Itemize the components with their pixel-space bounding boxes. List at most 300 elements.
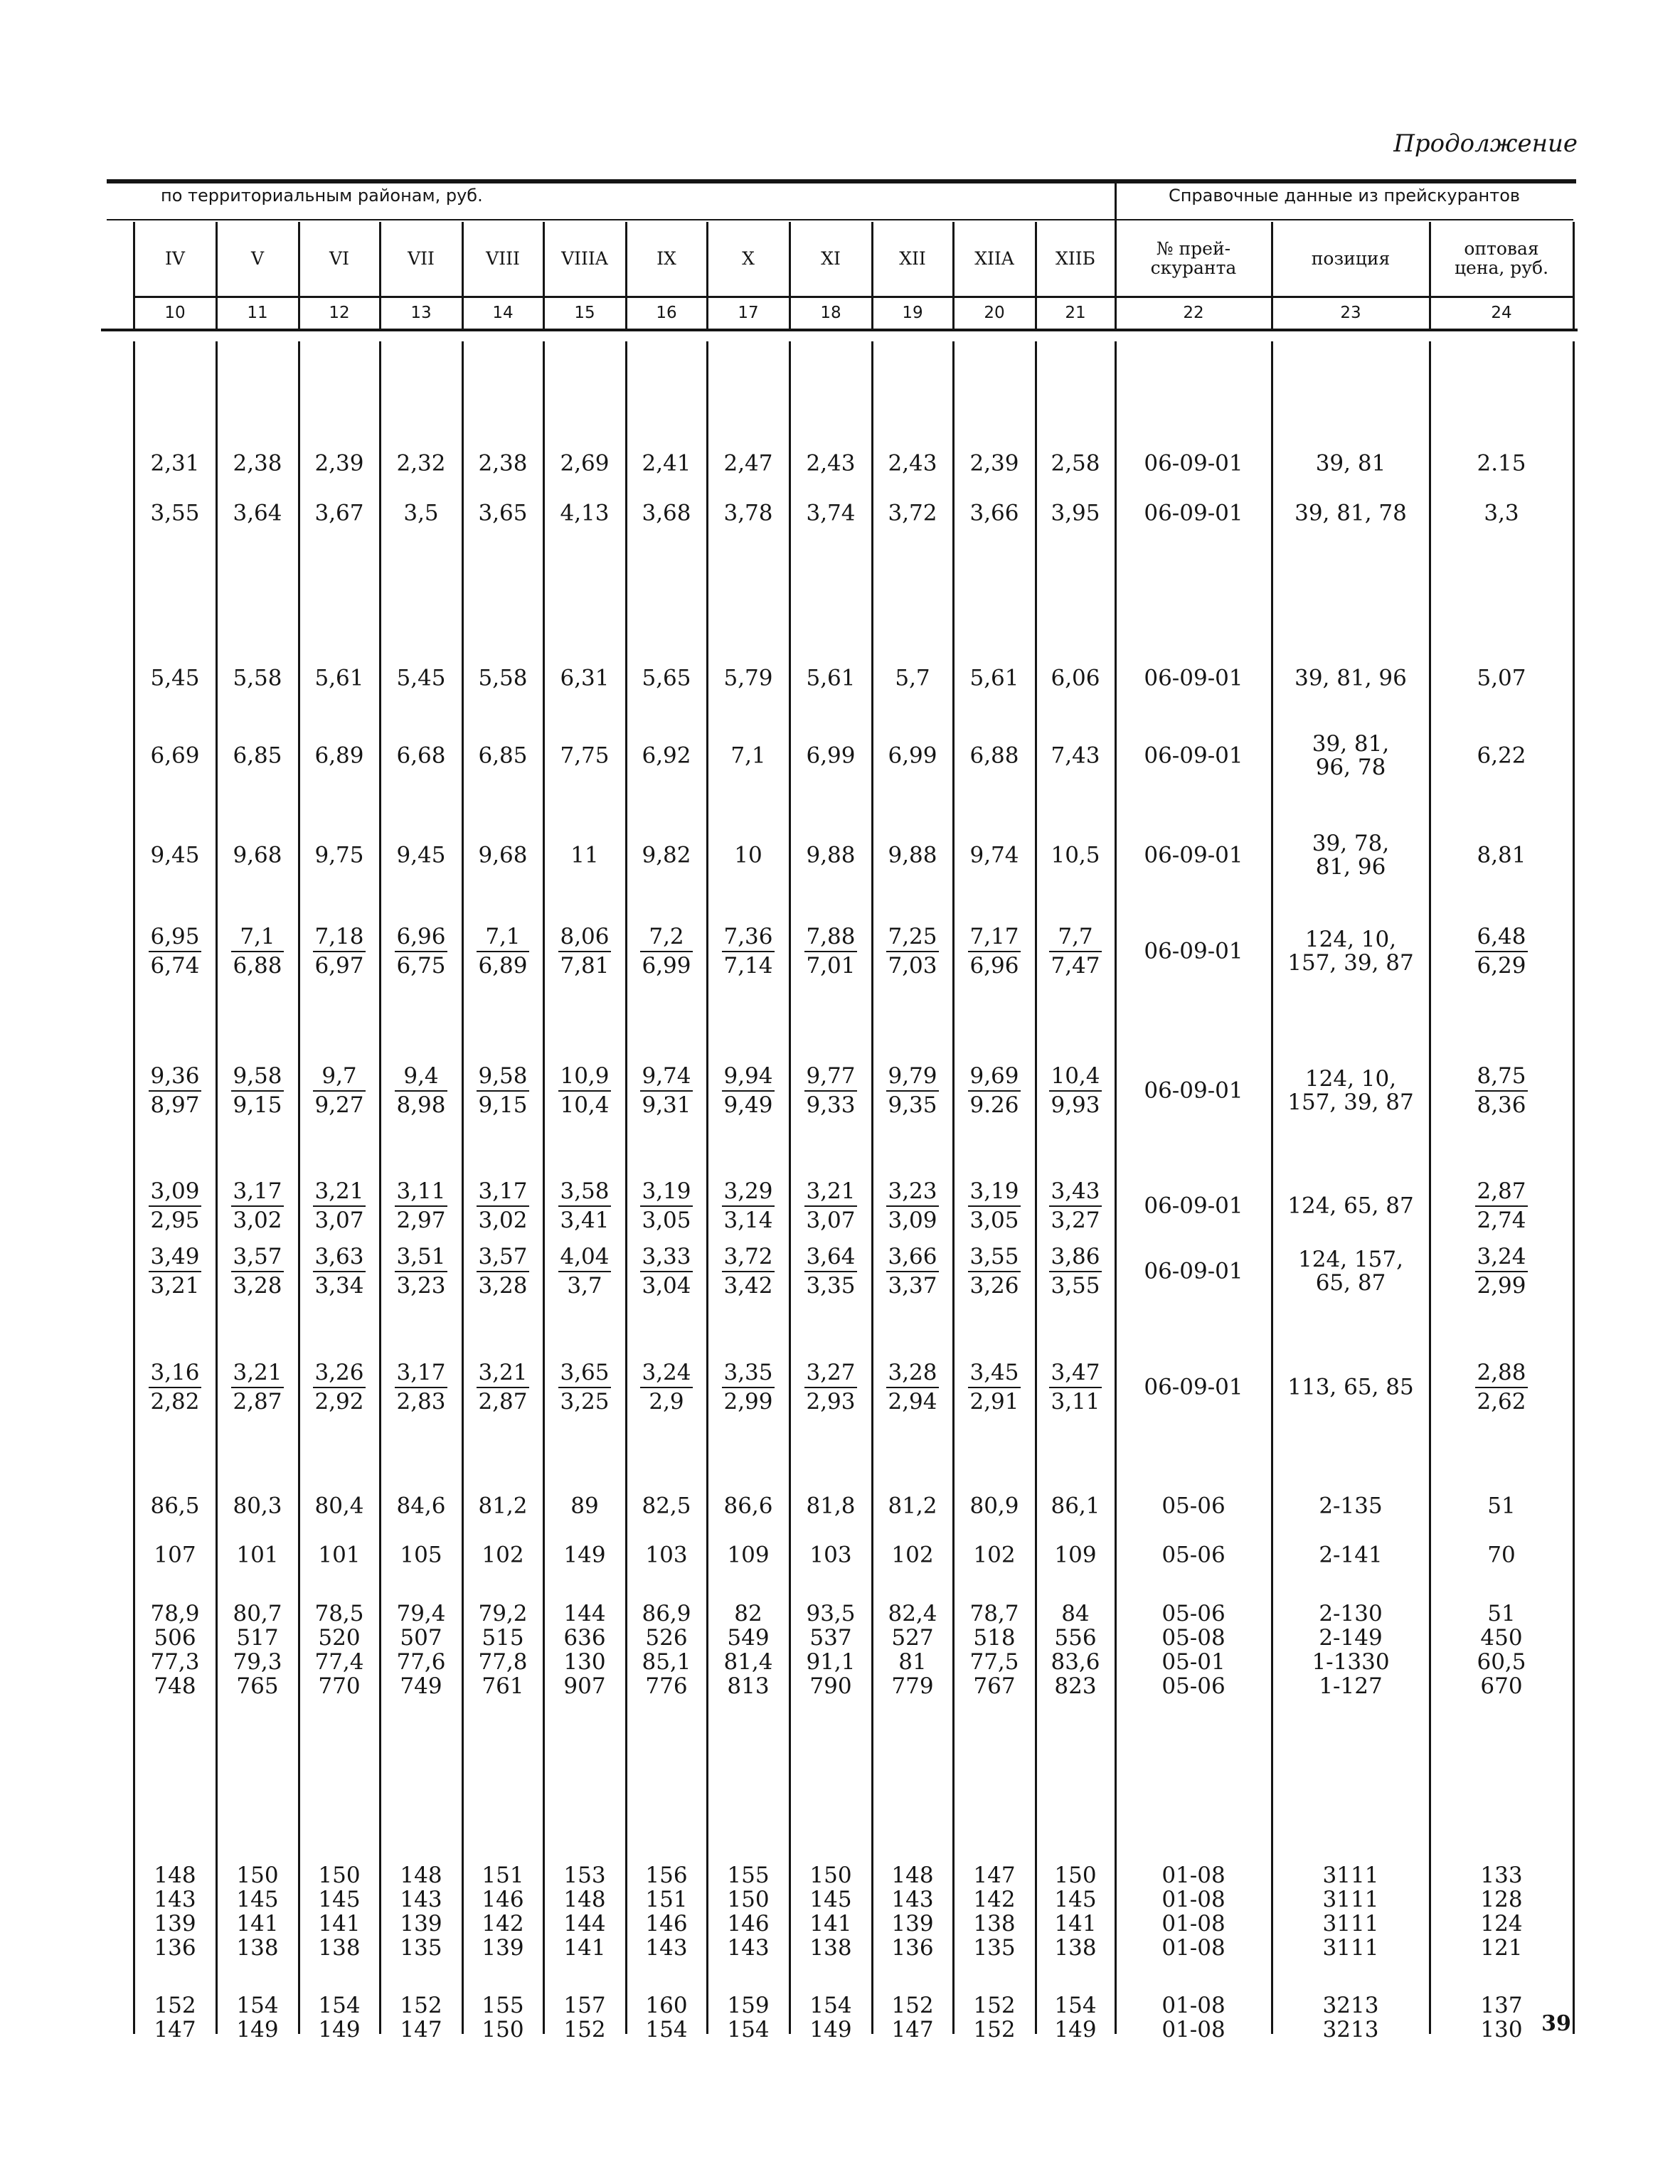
table-cell: 86,1	[1051, 1493, 1100, 1519]
column-header: оптовая цена, руб.	[1454, 238, 1549, 278]
price-list-position	[1272, 1248, 1430, 1295]
fraction-value: $\frac{3,55}{3,26}$	[969, 1244, 1019, 1299]
cell-lines: 155 150	[482, 1993, 524, 2042]
table-cell: 6,88	[969, 742, 1019, 769]
table-cell: 2,43	[806, 450, 856, 476]
table-cell: 6,85	[478, 742, 528, 769]
fraction-value: $\frac{8,75}{8,36}$	[1477, 1063, 1526, 1118]
cell-lines: 3213 3213	[1322, 1993, 1379, 2042]
fraction-value: $\frac{6,95}{6,74}$	[150, 924, 200, 979]
cell-lines: 150 145 141 138	[809, 1863, 852, 1961]
table-cell	[872, 1244, 953, 1299]
table-cell	[953, 924, 1036, 979]
fraction-value: $\frac{3,51}{3,23}$	[396, 1244, 446, 1299]
table-cell: 6,06	[1051, 665, 1100, 691]
table-cell	[872, 1602, 953, 1698]
table-cell	[299, 924, 380, 979]
fraction-value: $\frac{7,36}{7,14}$	[723, 924, 773, 979]
table-cell: 7,43	[1051, 742, 1100, 769]
table-cell: 103	[809, 1542, 852, 1568]
table-cell	[299, 1244, 380, 1299]
table-cell	[1036, 1602, 1115, 1698]
table-cell: 2,32	[396, 450, 446, 476]
cell-lines: 152 147	[891, 1993, 934, 2042]
table-cell: 102	[482, 1542, 524, 1568]
fraction-value: $\frac{3,72}{3,42}$	[723, 1244, 773, 1299]
table-cell: 102	[973, 1542, 1016, 1568]
table-cell: 6,99	[888, 742, 937, 769]
table-cell	[953, 1244, 1036, 1299]
table-cell: 101	[236, 1542, 279, 1568]
cell-lines: 152 152	[973, 1993, 1016, 2042]
cell-lines: 156 151 146 143	[645, 1863, 688, 1961]
fraction-value: $\frac{3,24}{2,99}$	[1477, 1244, 1526, 1299]
fraction-value: $\frac{6,96}{6,75}$	[396, 924, 446, 979]
table-cell	[543, 1863, 626, 1960]
fraction-value: $\frac{3,49}{3,21}$	[150, 1244, 200, 1299]
price-list-number	[1115, 1602, 1272, 1698]
column-header: XIIБ	[1056, 248, 1095, 269]
column-number: 19	[902, 304, 923, 322]
column-header: IX	[656, 248, 676, 269]
price-list-number	[1115, 1993, 1272, 2042]
table-cell	[790, 1993, 872, 2042]
table-cell: 105	[400, 1542, 442, 1568]
column-number: 21	[1065, 304, 1086, 322]
column-number: 22	[1183, 304, 1204, 322]
table-cell	[380, 1360, 462, 1415]
cell-lines: 79,4 507 77,6 749	[396, 1601, 446, 1699]
cell-lines: 01-08 01-08 01-08 01-08	[1161, 1863, 1226, 1961]
table-cell	[626, 1178, 707, 1234]
column-header: VII	[408, 248, 435, 269]
cell-lines: 144 636 130 907	[563, 1601, 606, 1699]
fraction-value: $\frac{3,19}{3,05}$	[969, 1178, 1019, 1233]
table-cell	[462, 924, 543, 979]
fraction-value: $\frac{3,57}{3,28}$	[478, 1244, 528, 1299]
table-cell	[299, 1863, 380, 1960]
table-cell: 9,88	[888, 842, 937, 868]
table-cell	[216, 1993, 299, 2042]
table-cell	[299, 1993, 380, 2042]
table-cell: 9,68	[478, 842, 528, 868]
table-cell: 9,74	[969, 842, 1019, 868]
table-cell: 7,1	[730, 742, 766, 769]
column-number: 10	[164, 304, 186, 322]
column-number: 18	[820, 304, 841, 322]
table-cell: 3,64	[233, 500, 282, 526]
table-cell: 3,68	[642, 500, 691, 526]
table-cell: 6,99	[806, 742, 856, 769]
table-cell	[953, 1063, 1036, 1119]
table-cell: 5,61	[314, 665, 364, 691]
table-cell: 5,58	[233, 665, 282, 691]
table-cell: 5,61	[806, 665, 856, 691]
table-cell: 103	[645, 1542, 688, 1568]
table-cell	[543, 1993, 626, 2042]
fraction-value: $\frac{3,11}{2,97}$	[396, 1178, 446, 1233]
table-cell	[626, 1602, 707, 1698]
table-cell	[543, 924, 626, 979]
column-number: 15	[574, 304, 595, 322]
column-number: 17	[738, 304, 759, 322]
table-cell	[543, 1360, 626, 1415]
fraction-value: $\frac{8,06}{7,81}$	[560, 924, 610, 979]
fraction-value: $\frac{9,79}{9,35}$	[888, 1063, 937, 1118]
price-list-number: 05-06	[1161, 1493, 1226, 1519]
cell-lines: 2-130 2-149 1-1330 1-127	[1312, 1601, 1390, 1699]
table-cell	[790, 924, 872, 979]
table-cell	[872, 924, 953, 979]
table-cell	[872, 1063, 953, 1119]
table-cell: 82,5	[642, 1493, 691, 1519]
table-cell: 3,55	[150, 500, 200, 526]
fraction-value: $\frac{9,77}{9,33}$	[806, 1063, 856, 1118]
table-cell: 2,69	[560, 450, 610, 476]
table-cell	[299, 1602, 380, 1698]
table-cell: 80,4	[314, 1493, 364, 1519]
column-number: 12	[329, 304, 350, 322]
table-cell	[216, 1602, 299, 1698]
top-rule	[107, 179, 1576, 183]
fraction-value: $\frac{2,87}{2,74}$	[1477, 1178, 1526, 1233]
table-cell	[134, 1244, 216, 1299]
price-list-position: 39, 81, 96	[1294, 665, 1407, 691]
fraction-value: $\frac{7,25}{7,03}$	[888, 924, 937, 979]
table-cell: 84,6	[396, 1493, 446, 1519]
table-cell: 11	[570, 842, 599, 868]
table-cell: 5,65	[642, 665, 691, 691]
column-header: XIIA	[974, 248, 1014, 269]
table-cell: 6,69	[150, 742, 200, 769]
table-cell	[790, 1863, 872, 1960]
table-cell: 9,45	[150, 842, 200, 868]
fraction-value: $\frac{3,86}{3,55}$	[1051, 1244, 1100, 1299]
cell-lines: 159 154	[727, 1993, 770, 2042]
table-cell	[543, 1178, 626, 1234]
cell-lines: 80,7 517 79,3 765	[233, 1601, 282, 1699]
table-cell	[216, 1063, 299, 1119]
price-list-number	[1115, 1863, 1272, 1960]
table-cell	[707, 1993, 790, 2042]
fraction-value: $\frac{9,7}{9,27}$	[314, 1063, 364, 1118]
header-group-reference: Справочные данные из прейскурантов	[1168, 186, 1521, 206]
table-cell	[462, 1863, 543, 1960]
column-header: VIII	[486, 248, 520, 269]
table-cell	[1036, 1244, 1115, 1299]
table-cell	[872, 1178, 953, 1234]
table-cell: 2,38	[233, 450, 282, 476]
table-cell: 3,74	[806, 500, 856, 526]
wholesale-price: 70	[1487, 1542, 1516, 1568]
table-cell	[299, 1178, 380, 1234]
cell-lines: 124, 10, 157, 39, 87	[1287, 1066, 1414, 1115]
table-cell: 6,85	[233, 742, 282, 769]
table-cell: 80,3	[233, 1493, 282, 1519]
header-group-regions: по территориальным районам, руб.	[161, 186, 483, 206]
price-list-position	[1272, 1863, 1430, 1960]
fraction-value: $\frac{9,58}{9,15}$	[478, 1063, 528, 1118]
column-header: IV	[165, 248, 185, 269]
cell-lines: 82 549 81,4 813	[723, 1601, 773, 1699]
table-cell: 2,47	[723, 450, 773, 476]
column-number: 11	[247, 304, 268, 322]
table-cell: 4,13	[560, 500, 610, 526]
wholesale-price: 3,3	[1484, 500, 1519, 526]
table-cell: 81,2	[888, 1493, 937, 1519]
table-cell: 149	[563, 1542, 606, 1568]
price-list-position	[1272, 928, 1430, 975]
table-cell	[380, 1063, 462, 1119]
table-cell: 2,43	[888, 450, 937, 476]
column-header: XII	[899, 248, 926, 269]
table-cell	[790, 1244, 872, 1299]
column-header: VIIIA	[561, 248, 608, 269]
table-cell: 2,39	[314, 450, 364, 476]
cell-lines: 154 149	[809, 1993, 852, 2042]
price-list-position: 39, 81	[1315, 450, 1386, 476]
table-cell	[707, 1244, 790, 1299]
cell-lines: 154 149	[236, 1993, 279, 2042]
fraction-value: $\frac{9,58}{9,15}$	[233, 1063, 282, 1118]
table-cell	[1036, 924, 1115, 979]
cell-lines: 51 450 60,5 670	[1477, 1601, 1526, 1699]
table-cell: 2,58	[1051, 450, 1100, 476]
table-cell: 3,78	[723, 500, 773, 526]
cell-lines: 133 128 124 121	[1480, 1863, 1523, 1961]
column-number: 24	[1491, 304, 1512, 322]
table-cell	[462, 1360, 543, 1415]
fraction-value: $\frac{7,1}{6,88}$	[233, 924, 282, 979]
column-header: № прей- скуранта	[1150, 238, 1237, 278]
wholesale-price: 51	[1487, 1493, 1516, 1519]
header-bottom-rule	[101, 329, 1578, 331]
table-cell	[626, 924, 707, 979]
table-cell: 9,68	[233, 842, 282, 868]
fraction-value: $\frac{2,88}{2,62}$	[1477, 1360, 1526, 1415]
cell-lines: 150 145 141 138	[1054, 1863, 1097, 1961]
wholesale-price	[1430, 924, 1573, 979]
table-cell	[543, 1244, 626, 1299]
table-cell	[462, 1178, 543, 1234]
fraction-value: $\frac{7,1}{6,89}$	[478, 924, 528, 979]
table-cell	[626, 1993, 707, 2042]
table-cell: 101	[318, 1542, 361, 1568]
fraction-value: $\frac{3,64}{3,35}$	[806, 1244, 856, 1299]
table-cell: 5,7	[895, 665, 930, 691]
cell-lines: 93,5 537 91,1 790	[806, 1601, 856, 1699]
cell-lines: 152 147	[154, 1993, 196, 2042]
cell-lines: 153 148 144 141	[563, 1863, 606, 1961]
table-cell: 10,5	[1051, 842, 1100, 868]
fraction-value: $\frac{3,57}{3,28}$	[233, 1244, 282, 1299]
price-list-number: 06-09-01	[1144, 938, 1243, 964]
cell-lines: 124, 10, 157, 39, 87	[1287, 927, 1414, 976]
cell-lines: 39, 81, 96, 78	[1312, 731, 1390, 780]
table-cell	[380, 1178, 462, 1234]
table-cell	[707, 1602, 790, 1698]
cell-lines: 154 149	[318, 1993, 361, 2042]
wholesale-price	[1430, 1063, 1573, 1119]
table-cell	[1036, 1993, 1115, 2042]
fraction-value: $\frac{3,47}{3,11}$	[1051, 1360, 1100, 1415]
wholesale-price	[1430, 1993, 1573, 2042]
table-cell	[707, 1360, 790, 1415]
fraction-value: $\frac{3,27}{2,93}$	[806, 1360, 856, 1415]
fraction-value: $\frac{3,35}{2,99}$	[723, 1360, 773, 1415]
table-cell	[216, 1863, 299, 1960]
price-list-number: 06-09-01	[1144, 1077, 1243, 1104]
table-cell	[790, 1178, 872, 1234]
table-cell: 5,61	[969, 665, 1019, 691]
table-cell: 7,75	[560, 742, 610, 769]
cell-lines: 155 150 146 143	[727, 1863, 770, 1961]
fraction-value: $\frac{9,69}{9.26}$	[969, 1063, 1019, 1118]
fraction-value: $\frac{3,17}{3,02}$	[478, 1178, 528, 1233]
table-cell: 86,5	[150, 1493, 200, 1519]
price-list-position: 2-141	[1319, 1542, 1383, 1568]
price-list-number: 06-09-01	[1144, 1258, 1243, 1284]
fraction-value: $\frac{3,65}{3,25}$	[560, 1360, 610, 1415]
price-list-number: 06-09-01	[1144, 450, 1243, 476]
table-cell: 3,67	[314, 500, 364, 526]
table-cell	[134, 1602, 216, 1698]
table-cell	[543, 1602, 626, 1698]
fraction-value: $\frac{3,17}{2,83}$	[396, 1360, 446, 1415]
cell-lines: 150 145 141 138	[236, 1863, 279, 1961]
table-cell: 5,45	[396, 665, 446, 691]
table-cell: 9,45	[396, 842, 446, 868]
table-cell: 5,79	[723, 665, 773, 691]
table-cell: 81,8	[806, 1493, 856, 1519]
table-cell	[462, 1993, 543, 2042]
table-cell: 5,58	[478, 665, 528, 691]
cell-lines: 86,9 526 85,1 776	[642, 1601, 691, 1699]
fraction-value: $\frac{7,7}{7,47}$	[1051, 924, 1100, 979]
table-cell	[872, 1863, 953, 1960]
table-cell: 6,92	[642, 742, 691, 769]
table-cell	[626, 1360, 707, 1415]
wholesale-price: 6,22	[1477, 742, 1526, 769]
table-cell	[462, 1602, 543, 1698]
table-cell	[134, 1063, 216, 1119]
wholesale-price	[1430, 1178, 1573, 1234]
column-header: X	[742, 248, 755, 269]
table-cell	[953, 1863, 1036, 1960]
fraction-value: $\frac{7,18}{6,97}$	[314, 924, 364, 979]
fraction-value: $\frac{4,04}{3,7}$	[560, 1244, 610, 1299]
table-cell	[216, 1360, 299, 1415]
table-cell: 102	[891, 1542, 934, 1568]
table-cell	[380, 1244, 462, 1299]
price-list-position: 2-135	[1319, 1493, 1383, 1519]
table-cell: 5,45	[150, 665, 200, 691]
fraction-value: $\frac{9,4}{8,98}$	[396, 1063, 446, 1118]
table-cell: 2,38	[478, 450, 528, 476]
table-cell: 109	[1054, 1542, 1097, 1568]
cell-lines: 154 149	[1054, 1993, 1097, 2042]
column-number: 14	[492, 304, 514, 322]
fraction-value: $\frac{3,19}{3,05}$	[642, 1178, 691, 1233]
table-cell	[216, 924, 299, 979]
cell-lines: 137 130	[1480, 1993, 1523, 2042]
fraction-value: $\frac{7,88}{7,01}$	[806, 924, 856, 979]
price-list-position	[1272, 1067, 1430, 1114]
table-cell	[216, 1178, 299, 1234]
table-cell	[216, 1244, 299, 1299]
column-header: V	[250, 248, 265, 269]
header-rule	[134, 296, 1573, 298]
table-cell	[462, 1244, 543, 1299]
table-cell: 2,31	[150, 450, 200, 476]
cell-lines: 78,5 520 77,4 770	[314, 1601, 364, 1699]
cell-lines: 147 142 138 135	[973, 1863, 1016, 1961]
cell-lines: 160 154	[645, 1993, 688, 2042]
fraction-value: $\frac{3,63}{3,34}$	[314, 1244, 364, 1299]
cell-lines: 78,7 518 77,5 767	[969, 1601, 1019, 1699]
wholesale-price	[1430, 1863, 1573, 1960]
fraction-value: $\frac{3,21}{3,07}$	[806, 1178, 856, 1233]
table-cell	[380, 1602, 462, 1698]
cell-lines: 150 145 141 138	[318, 1863, 361, 1961]
fraction-value: $\frac{3,33}{3,04}$	[642, 1244, 691, 1299]
table-cell	[1036, 1863, 1115, 1960]
table-cell	[626, 1063, 707, 1119]
table-cell	[1036, 1360, 1115, 1415]
fraction-value: $\frac{3,29}{3,14}$	[723, 1178, 773, 1233]
price-list-position	[1272, 1993, 1430, 2042]
wholesale-price: 5,07	[1477, 665, 1526, 691]
table-cell	[134, 1360, 216, 1415]
fraction-value: $\frac{3,23}{3,09}$	[888, 1178, 937, 1233]
table-cell	[790, 1360, 872, 1415]
price-list-number: 06-09-01	[1144, 742, 1243, 769]
fraction-value: $\frac{7,17}{6,96}$	[969, 924, 1019, 979]
table-cell	[134, 1863, 216, 1960]
fraction-value: $\frac{3,24}{2,9}$	[642, 1360, 691, 1415]
table-cell	[707, 1178, 790, 1234]
table-cell: 9,82	[642, 842, 691, 868]
column-number: 13	[410, 304, 432, 322]
table-cell: 6,31	[560, 665, 610, 691]
fraction-value: $\frac{3,58}{3,41}$	[560, 1178, 610, 1233]
table-cell: 2,41	[642, 450, 691, 476]
table-cell: 3,95	[1051, 500, 1100, 526]
cell-lines: 151 146 142 139	[482, 1863, 524, 1961]
cell-lines: 148 143 139 136	[891, 1863, 934, 1961]
table-cell: 10	[734, 842, 762, 868]
price-list-number: 06-09-01	[1144, 665, 1243, 691]
price-list-number: 06-09-01	[1144, 1374, 1243, 1400]
cell-lines: 79,2 515 77,8 761	[478, 1601, 528, 1699]
table-cell	[134, 924, 216, 979]
price-list-number: 06-09-01	[1144, 1193, 1243, 1219]
table-cell: 107	[154, 1542, 196, 1568]
fraction-value: $\frac{10,4}{9,93}$	[1051, 1063, 1100, 1118]
column-header: XI	[821, 248, 841, 269]
table-cell	[707, 924, 790, 979]
wholesale-price: 8,81	[1477, 842, 1526, 868]
fraction-value: $\frac{3,28}{2,94}$	[888, 1360, 937, 1415]
cell-lines: 3111 3111 3111 3111	[1322, 1863, 1379, 1961]
table-cell: 3,5	[403, 500, 439, 526]
table-cell	[299, 1063, 380, 1119]
price-list-number: 06-09-01	[1144, 500, 1243, 526]
price-list-position	[1272, 832, 1430, 879]
table-cell: 3,66	[969, 500, 1019, 526]
cell-lines: 05-06 05-08 05-01 05-06	[1161, 1601, 1226, 1699]
table-cell	[872, 1360, 953, 1415]
